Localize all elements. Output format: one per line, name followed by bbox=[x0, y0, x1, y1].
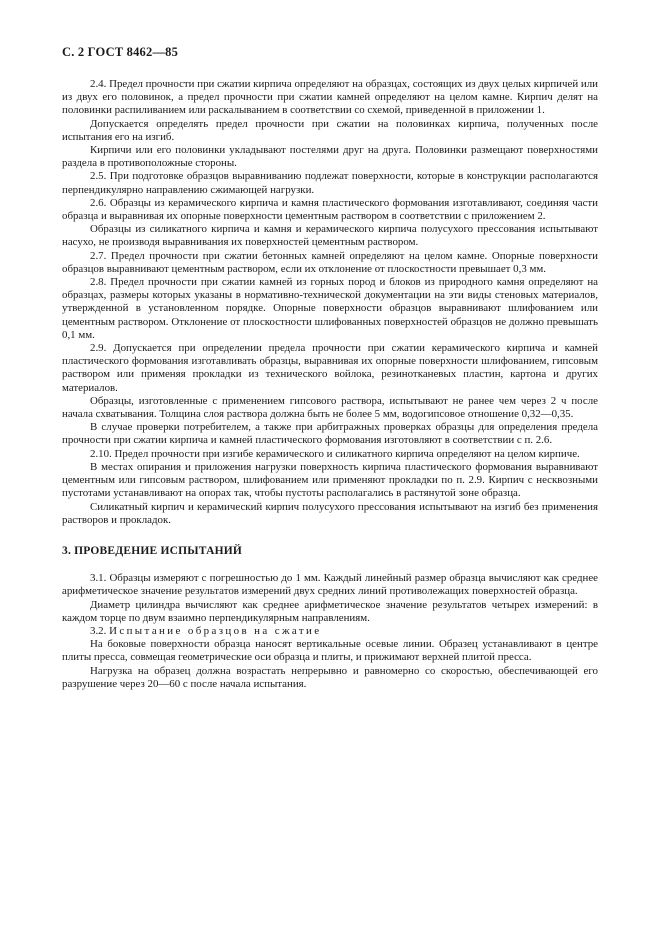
page-content bbox=[62, 78, 598, 691]
paragraph: Кирпичи или его половинки укладывают постелями друг на друга. Половинки размещают поверхностями раздела в противоположные стороны. bbox=[62, 144, 598, 170]
paragraph: Образцы из силикатного кирпича и камня и керамического кирпича полусухого прессования испытывают насухо, не производя выравнивания их поверхностей цементным раствором. bbox=[62, 223, 598, 249]
page-header: С. 2 ГОСТ 8462—85 bbox=[62, 45, 179, 59]
paragraph: 2.5. При подготовке образцов выравниванию подлежат поверхности, которые в конструкции располагаются перпендикулярно направлению сжимающей нагрузки. bbox=[62, 170, 598, 196]
paragraph: Нагрузка на образец должна возрастать непрерывно и равномерно со скоростью, обеспечивающей его разрушение через 20—60 с после начала испытания. bbox=[62, 664, 598, 690]
subheading bbox=[62, 625, 598, 638]
paragraph: 2.6. Образцы из керамического кирпича и камня пластического формования изготавливают, соединяя части образца и выравнивая их опорные поверхности цементным раствором в соответствии с приложением 2. bbox=[62, 196, 598, 223]
paragraph: 2.4. Предел прочности при сжатии кирпича определяют на образцах, состоящих из двух целых кирпичей или из двух его половинок, а предел прочности при сжатии камней определяют на целом камне. Кирпич делят на половинки распиливанием или раскалыванием в соответствии со схемой, приведенной в приложении 1. bbox=[62, 78, 598, 117]
paragraph: 2.8. Предел прочности при сжатии камней из горных пород и блоков из природного камня определяют на образцах, размеры которых указаны в нормативно-технической документации на эти виды стеновых материалов, утвержденной в установленном порядке. Опорные поверхности образцов выравнивают шлифованием или цементным раствором. Отклонение от плоскостности шлифованных поверхностей образцов не должно превышать 0,1 мм. bbox=[62, 276, 598, 341]
paragraph: Силикатный кирпич и керамический кирпич полусухого прессования испытывают на изгиб без применения растворов и прокладок. bbox=[62, 500, 598, 526]
subheading-number: 3.2. bbox=[90, 624, 107, 637]
paragraph: 3.1. Образцы измеряют с погрешностью до 1 мм. Каждый линейный размер образца вычисляют как среднее арифметическое значение результатов измерений двух средних линий противолежащих поверхностей образца. bbox=[62, 572, 598, 598]
paragraph: 2.9. Допускается при определении предела прочности при сжатии керамического кирпича и камней пластического формования изготавливать образцы, выравнивая их опорные поверхности шлифованием, гипсовым раствором или применяя прокладки из технического войлока, резинотканевых пластин, картона и других материалов. bbox=[62, 342, 598, 394]
paragraph: 2.7. Предел прочности при сжатии бетонных камней определяют на целом камне. Опорные поверхности образцов выравнивают цементным раствором, если их отклонение от плоскостности превышает 0,3 мм. bbox=[62, 249, 598, 275]
paragraph: В случае проверки потребителем, а также при арбитражных проверках образцы для определения предела прочности при сжатии кирпича и камней пластического формования изготовляют в соответствии с п. 2.6. bbox=[62, 421, 598, 447]
section-title: 3. ПРОВЕДЕНИЕ ИСПЫТАНИЙ bbox=[62, 544, 243, 557]
paragraph: На боковые поверхности образца наносят вертикальные осевые линии. Образец устанавливают в центре плиты пресса, совмещая геометрические оси образца и плиты, и прижимают верхней плитой пресса. bbox=[62, 638, 598, 664]
paragraph: Диаметр цилиндра вычисляют как среднее арифметическое значение результатов четырех измерений: в каждом торце по двум взаимно перпендикулярным направлениям. bbox=[62, 598, 598, 624]
subheading-text: Испытание образцов на сжатие bbox=[109, 624, 322, 637]
paragraph: Образцы, изготовленные с применением гипсового раствора, испытывают не ранее чем через 2 ч после начала схватывания. Толщина слоя раствора должна быть не более 5 мм, водогипсовое отношение 0,32—0,35. bbox=[62, 394, 598, 421]
paragraph: 2.10. Предел прочности при изгибе керамического и силикатного кирпича определяют на целом кирпиче. bbox=[90, 447, 580, 460]
paragraph: Допускается определять предел прочности при сжатии на половинках кирпича, полученных после испытания его на изгиб. bbox=[62, 117, 598, 143]
paragraph: В местах опирания и приложения нагрузки поверхность кирпича пластического формования выравнивают цементным или гипсовым раствором, шлифованием или применяют прокладки по п. 2.9. Кирпич с несквозными пустотами устанавливают на опорах так, чтобы пустоты располагались в растянутой зоне образца. bbox=[62, 460, 598, 500]
